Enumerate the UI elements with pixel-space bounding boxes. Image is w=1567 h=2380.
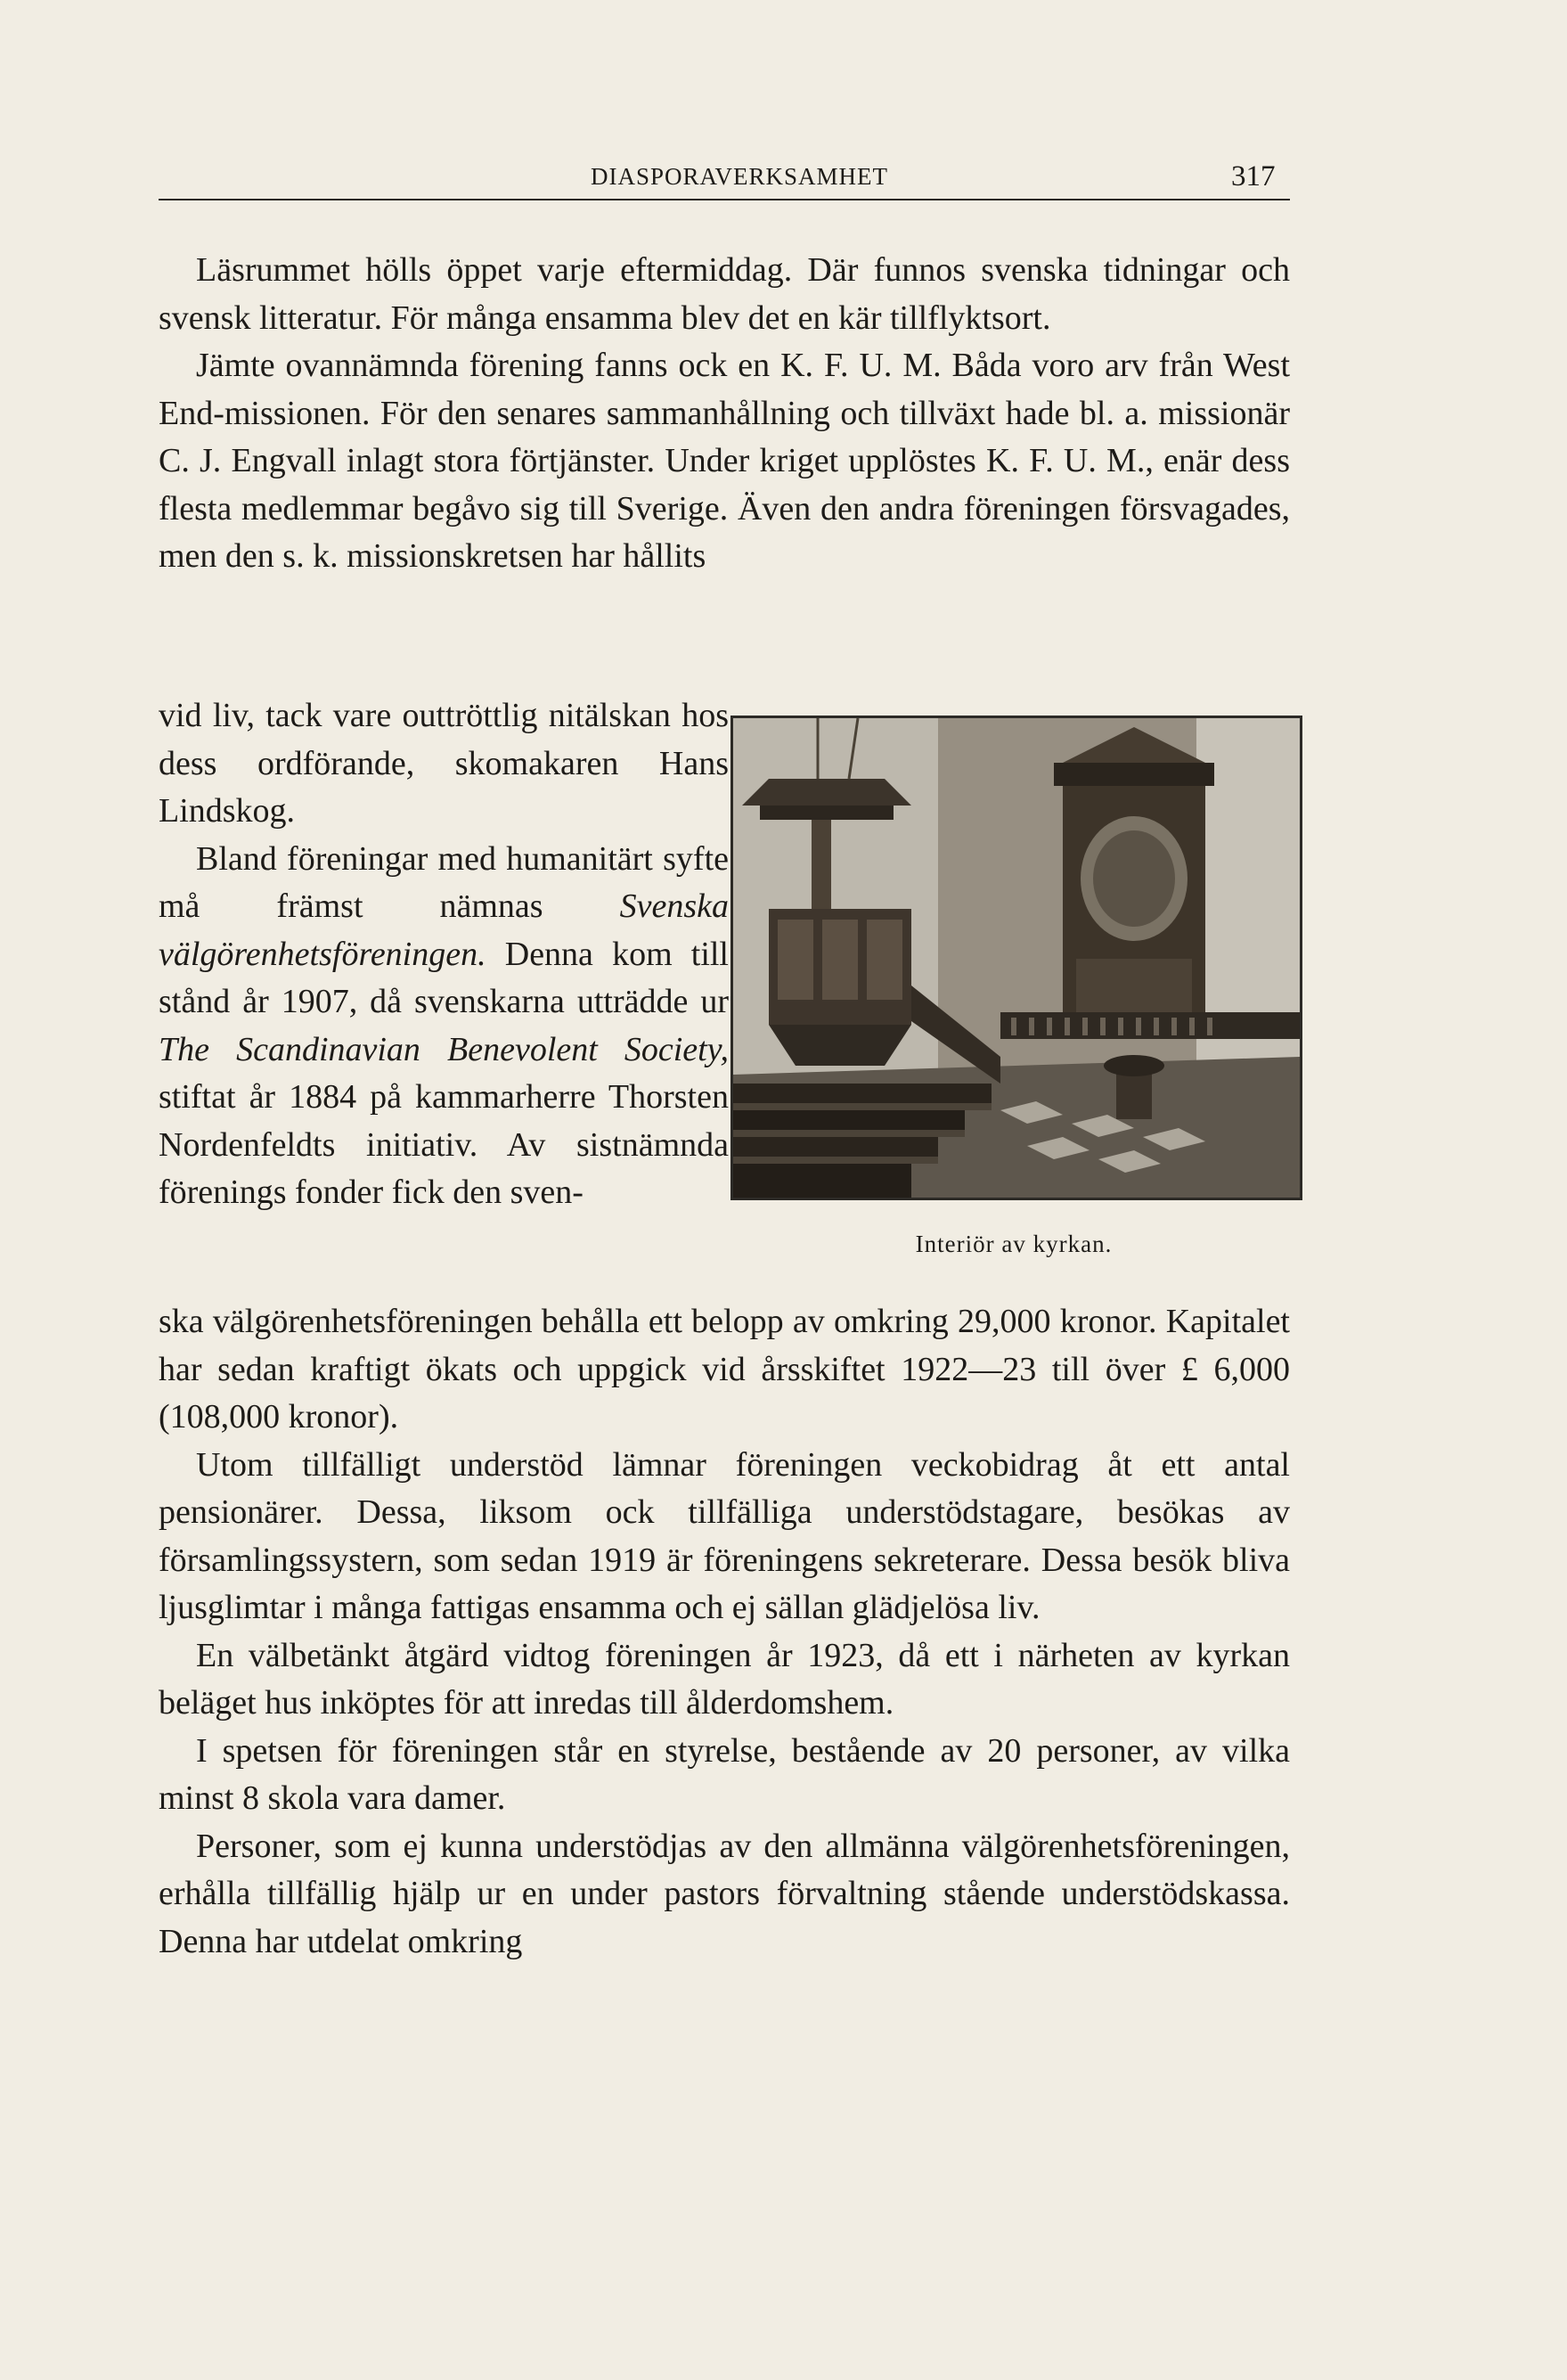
text-run: Denna kom till stånd år 1907, då svenskarna utträdde ur <box>159 935 729 1020</box>
paragraph: Utom tillfälligt understöd lämnar föreningen veckobidrag åt ett antal pensionärer. Dessa, liksom ock tillfälliga understödstagare, besökas av församlingssystern, som sedan 1919 är föreningens sekreterare. Dessa besök bliva ljusglimtar i många fattigas ensamma och ej sällan glädjelösa liv. <box>159 1445 1290 1626</box>
church-interior-photo <box>730 716 1302 1200</box>
paragraph: Personer, som ej kunna understödjas av den allmänna välgörenhetsföreningen, erhålla tillfällig hjälp ur en under pastors förvaltning stående understödskassa. Denna har utdelat omkring <box>159 1827 1290 1960</box>
figure-caption: Interiör av kyrkan. <box>915 1231 1113 1257</box>
society-name-italic: The Scandinavian Benevolent Society, <box>159 1030 729 1068</box>
paragraph: I spetsen för föreningen står en styrelse, bestående av 20 personer, av vilka minst 8 skola vara damer. <box>159 1731 1290 1817</box>
paragraph: Jämte ovannämnda förening fanns ock en K. F. U. M. Båda voro arv från West End-missionen. För den senares sammanhållning och tillväxt hade bl. a. missionär C. J. Engvall inlagt stora förtjänster. Under kriget upplöstes K. F. U. M., enär dess flesta medlemmar begåvo sig till Sverige. Även den andra föreningen försvagades, men den s. k. missionskretsen har hållits <box>159 347 1290 575</box>
paragraph <box>159 836 729 1217</box>
page-number: 317 <box>1231 160 1276 192</box>
header-rule <box>159 199 1290 200</box>
paragraph: En välbetänkt åtgärd vidtog föreningen år 1923, då ett i närheten av kyrkan beläget hus inköptes för att inredas till ålderdomshem. <box>159 1636 1290 1722</box>
paragraph: Läsrummet hölls öppet varje eftermiddag. Där funnos svenska tidningar och svensk litteratur. För många ensamma blev det en kär tillflyktsort. <box>159 251 1290 337</box>
text-column-beside-figure <box>159 692 729 1217</box>
paragraph-continued: ska välgörenhetsföreningen behålla ett belopp av omkring 29,000 kronor. Kapitalet har sedan kraftigt ökats och uppgick vid årsskiftet 1922—23 till över £ 6,000 (108,000 kronor). <box>159 1303 1290 1435</box>
running-head: DIASPORAVERKSAMHET <box>590 163 889 190</box>
text-block-top <box>159 247 1290 581</box>
paragraph-continued: vid liv, tack vare outtröttlig nitälskan hos dess ordförande, skomakaren Hans Lindskog. <box>159 697 729 830</box>
text-run: Bland föreningar med humanitärt syfte må främst nämnas <box>159 839 729 925</box>
text-block-bottom <box>159 1298 1290 1966</box>
society-name-italic: Svenska välgörenhetsföreningen. <box>159 887 729 973</box>
text-run: stiftat år 1884 på kammarherre Thorsten Nordenfeldts initiativ. Av sistnämnda förenings fonder fick den sven- <box>159 1078 729 1211</box>
